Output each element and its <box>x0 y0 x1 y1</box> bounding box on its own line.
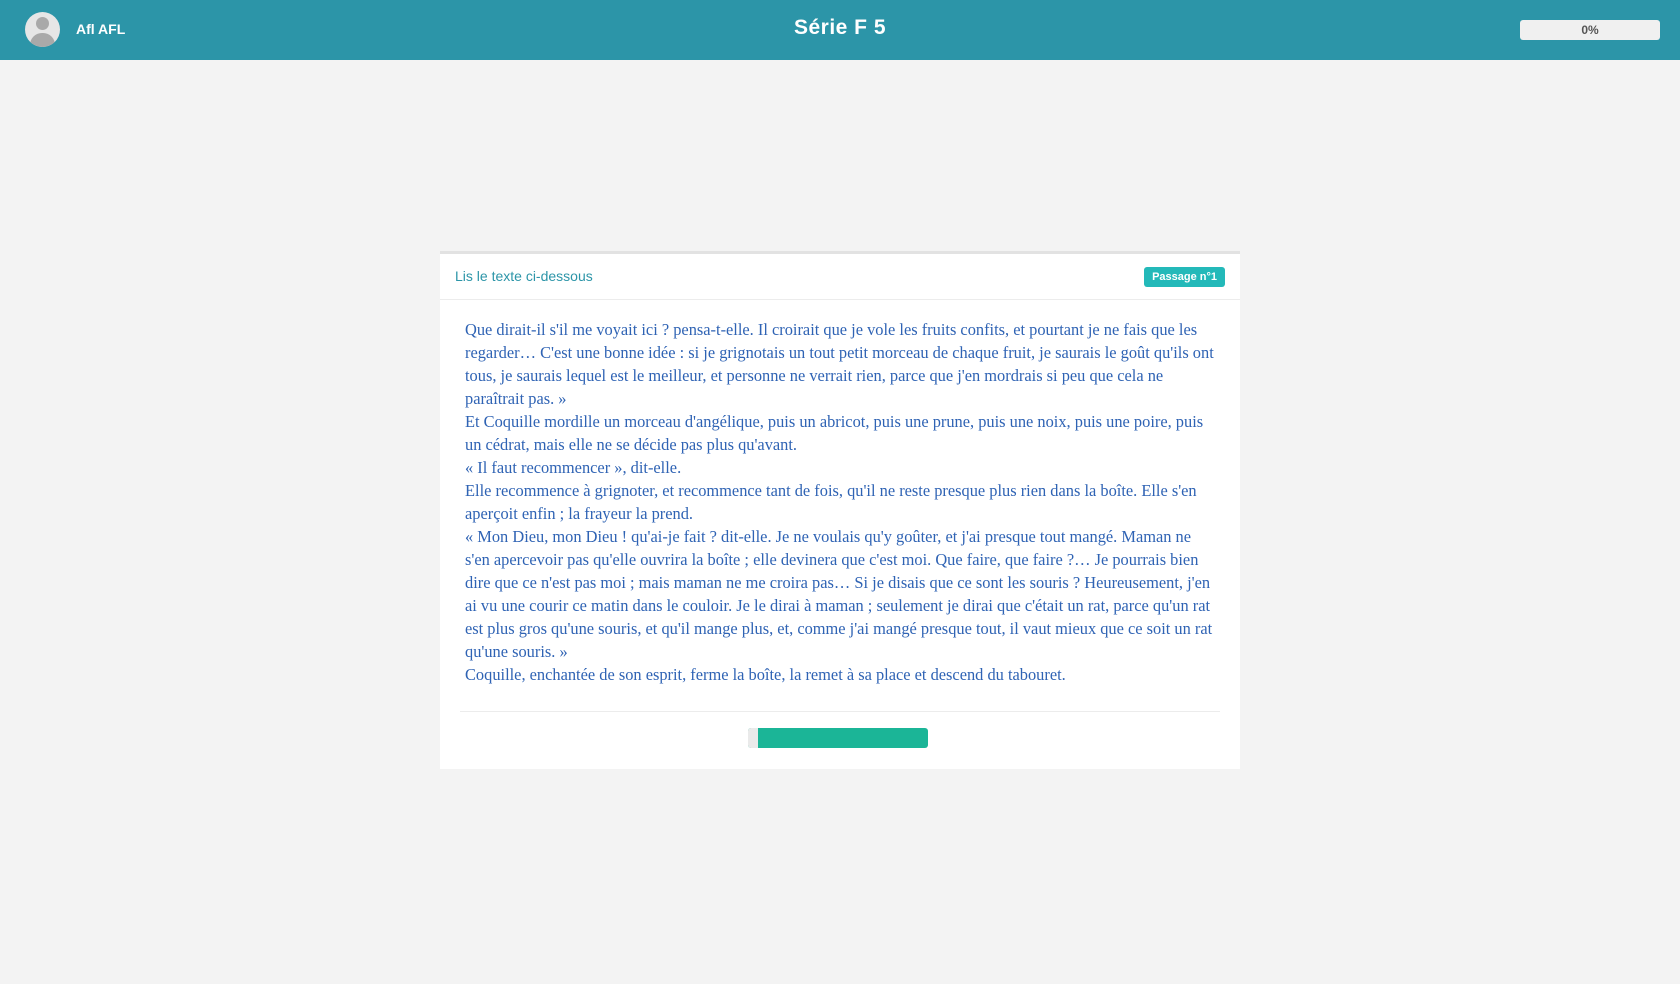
passage-text <box>465 318 1217 686</box>
passage-badge: Passage n°1 <box>1144 267 1225 287</box>
progress-label: 0% <box>1581 23 1599 37</box>
next-button-edge <box>748 728 758 748</box>
top-bar <box>0 0 1680 60</box>
passage-paragraph: Coquille, enchantée de son esprit, ferme la boîte, la remet à sa place et descend du tabouret. <box>465 665 1066 684</box>
passage-paragraph: « Il faut recommencer », dit-elle. <box>465 458 682 477</box>
progress-bar <box>1520 20 1660 40</box>
card-title: Lis le texte ci-dessous <box>455 268 593 284</box>
passage-paragraph: Elle recommence à grignoter, et recommence tant de fois, qu'il ne reste presque plus rien dans la boîte. Elle s'en aperçoit enfin ; la frayeur la prend. <box>465 481 1197 523</box>
divider <box>460 711 1220 712</box>
reading-card <box>440 251 1240 769</box>
next-button[interactable] <box>748 728 928 748</box>
page-title: Série F 5 <box>793 16 887 39</box>
card-header <box>440 254 1240 300</box>
passage-paragraph: Que dirait-il s'il me voyait ici ? pensa-t-elle. Il croirait que je vole les fruits confits, et pourtant je ne fais que les regarder… C'est une bonne idée : si je grignotais un tout petit morceau de chaque fruit, je saurais le goût qu'ils ont tous, je saurais lequel est le meilleur, et personne ne verrait rien, parce que j'en mordrais si peu que cela ne paraîtrait pas. » <box>465 320 1214 408</box>
username: Afl AFL <box>76 21 126 37</box>
passage-paragraph: « Mon Dieu, mon Dieu ! qu'ai-je fait ? dit-elle. Je ne voulais qu'y goûter, et j'ai presque tout mangé. Maman ne s'en apercevoir pas qu'elle ouvrira la boîte ; elle devinera que c'est moi. Que faire, que faire ?… Je pourrais bien dire que ce n'est pas moi ; mais maman ne me croira pas… Si je disais que ce sont les souris ? Heureusement, j'en ai vu une courir ce matin dans le couloir. Je le dirai à maman ; seulement je dirai que c'était un rat, parce qu'un rat est plus gros qu'une souris, et qu'il mange plus, et, comme j'ai mangé presque tout, il vaut mieux que ce soit un rat qu'une souris. » <box>465 527 1213 661</box>
passage-paragraph: Et Coquille mordille un morceau d'angélique, puis un abricot, puis une prune, puis une noix, puis une poire, puis un cédrat, mais elle ne se décide pas plus qu'avant. <box>465 412 1204 454</box>
